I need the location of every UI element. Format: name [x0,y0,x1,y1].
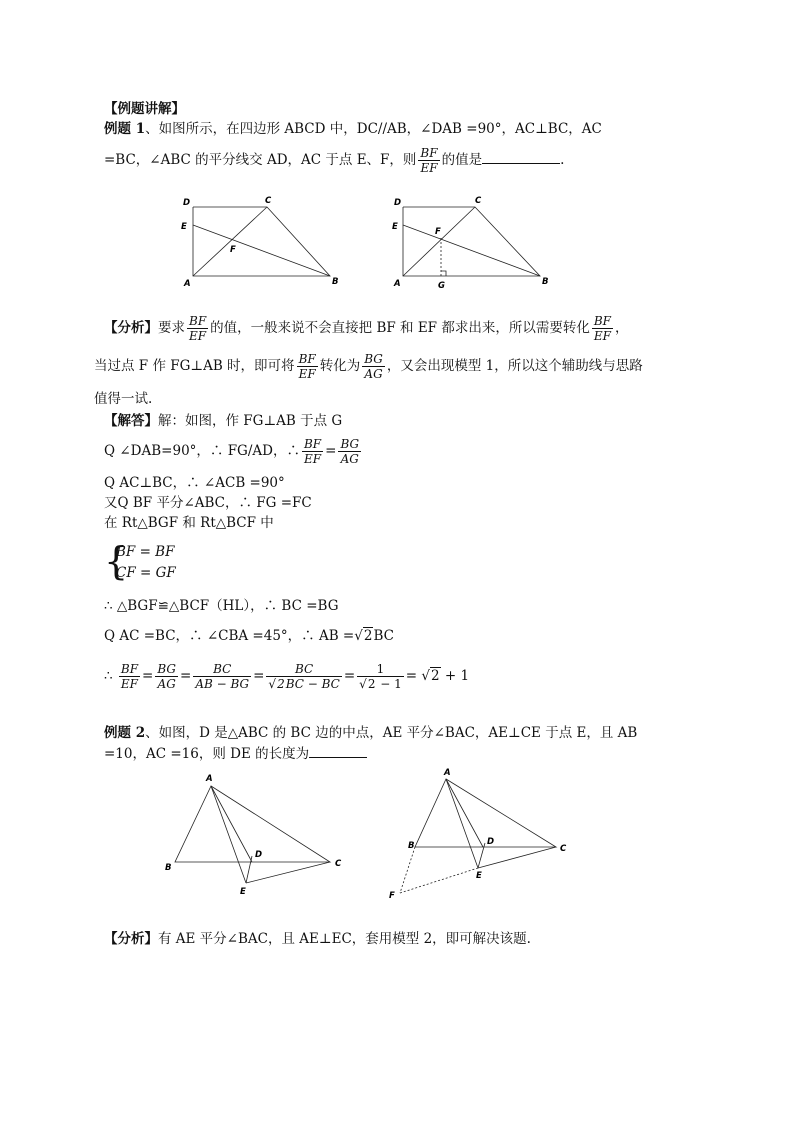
fraction-bf-ef-2: $\frac{BF}{EF}$ [189,314,207,343]
solution1-line2: Q ∠DAB=90°，∴ FG/AD，∴ $\frac{BF}{EF}$ = $\frac{BG}{AG}$ [104,437,360,466]
sol-fraction-bf-ef: $\frac{BF}{EF}$ [303,437,322,466]
fig2-left-triangle [175,786,330,862]
fig1-right-right-angle [441,271,446,276]
solution1-label: 【解答】 [104,413,158,429]
final-frac-bg-ag: $\frac{BG}{AG}$ [157,662,176,691]
figure-example2 [160,766,580,906]
system-eq1: BF = BF [116,544,175,560]
example2-label: 例题 2 [104,725,146,741]
fig2-label-b: B [165,863,172,873]
fraction-bf-ef-3: $\frac{BF}{EF}$ [593,314,611,343]
fig2r-label-d: D [487,837,495,847]
fig1-label-d: D [183,198,191,208]
fig2r-label-f: F [389,891,395,901]
analysis2-label: 【分析】 [104,931,158,947]
fig2-label-a: A [206,774,213,784]
solution1-final-equation: ∴ $\frac{BF}{EF}$ = $\frac{BG}{AG}$ = $\frac{BC}{AB - BG}$ = $\frac{BC}{√2BC - BC}$ = $\frac{1}{√2 - 1}$ = √2 + 1 [104,662,470,691]
fig1-right-quad [403,207,540,276]
fig1-left-quad [193,207,330,276]
fig1-left-ac [193,207,267,276]
fig1r-label-b: B [542,277,549,287]
fig2-label-e: E [240,887,246,897]
example2-line1: 例题 2、如图，D 是△ABC 的 BC 边的中点，AE 平分∠BAC，AE⊥CE 于点 E，且 AB [104,725,638,741]
fig1r-label-c: C [475,196,482,206]
fig1-right-be [403,225,540,276]
fig2r-label-b: B [408,841,415,851]
fig2-right-fe [400,868,478,893]
fig1r-label-g: G [438,281,445,291]
fraction-bf-ef: $\frac{BF}{EF}$ [420,146,438,175]
analysis1-line1: 【分析】要求 $\frac{BF}{EF}$ 的值，一般来说不会直接把 BF 和 EF 都求出来，所以需要转化 $\frac{BF}{EF}$ ， [104,314,629,343]
fig1r-label-d: D [394,198,402,208]
fig2r-label-e: E [476,871,482,881]
fig1r-label-e: E [392,222,398,232]
fig1-right-ac [403,207,475,276]
example1-line2: =BC，∠ABC 的平分线交 AD，AC 于点 E、F，则 $\frac{BF}{EF}$ 的值是 . [104,146,565,175]
final-frac-bc-abbg: $\frac{BC}{AB - BG}$ [195,662,250,691]
fig1-label-b: B [332,277,339,287]
solution1-line5: 在 Rt△BGF 和 Rt△BCF 中 [104,515,274,531]
fig2-right-ec [478,847,556,868]
fig1r-label-a: A [394,279,401,289]
answer-blank-1 [482,163,560,164]
fig2r-label-c: C [560,844,567,854]
answer-blank-2 [309,757,367,758]
sol-fraction-bg-ag: $\frac{BG}{AG}$ [340,437,360,466]
example1-label: 例题 1 [104,121,146,137]
fig1-label-c: C [265,196,272,206]
example1-line1 [104,120,602,138]
fig2-left-ad [211,786,252,862]
fraction-bf-ef-4: $\frac{BF}{EF}$ [298,352,316,381]
fig2-right-ad [446,779,483,847]
system-eq2: CF = GF [116,565,176,581]
analysis1-line2: 当过点 F 作 FG⊥AB 时，即可将 $\frac{BF}{EF}$ 转化为 $\frac{BG}{AG}$ ，又会出现模型 1，所以这个辅助线与思路 [94,352,643,381]
equation-system-brace: { [104,539,129,583]
example1-text2: =BC，∠ABC 的平分线交 AD，AC 于点 E、F，则 [104,152,417,168]
example2-line2: =10，AC =16，则 DE 的长度为 [104,745,367,763]
fig2r-label-a: A [444,768,451,778]
fig1r-label-f: F [435,227,441,237]
solution1-line1: 【解答】解：如图，作 FG⊥AB 于点 G [104,413,343,429]
solution1-line7: Q AC =BC，∴ ∠CBA =45°，∴ AB =√2BC [104,628,394,644]
fig2-label-d: D [255,850,263,860]
fig2-left-ae [211,786,246,883]
example1-text1: 、如图所示，在四边形 ABCD 中，DC//AB，∠DAB =90°，AC⊥BC，AC [145,121,602,137]
section-title: 【例题讲解】 [104,101,185,117]
example1-text3: 的值是 [441,152,483,168]
fig2-right-ae [446,779,478,868]
final-frac-bc-rt: $\frac{BC}{√2BC - BC}$ [268,662,340,691]
fig2-right-bf [400,847,415,893]
fig2-left-de [246,856,252,883]
fig2-label-c: C [335,859,342,869]
fig1-label-f: F [230,245,236,255]
solution1-line3: Q AC⊥BC，∴ ∠ACB =90° [104,475,285,491]
solution1-line6: ∴ △BGF≌△BCF（HL），∴ BC =BG [104,598,339,614]
fraction-bg-ag: $\frac{BG}{AG}$ [364,352,383,381]
final-frac-bf-ef: $\frac{BF}{EF}$ [120,662,139,691]
fig2-left-ec [246,862,330,883]
fig1-label-a: A [184,279,191,289]
figure-example1 [170,188,560,298]
analysis1-line3: 值得一试. [94,391,153,407]
fig1-label-e: E [181,222,187,232]
analysis2-line: 【分析】有 AE 平分∠BAC，且 AE⊥EC，套用模型 2，即可解决该题. [104,931,531,947]
fig1-left-be [193,225,330,276]
solution1-line4: 又Q BF 平分∠ABC，∴ FG =FC [104,495,312,511]
fig2-right-triangle [415,779,556,847]
analysis1-label: 【分析】 [104,320,158,336]
final-frac-one: $\frac{1}{√2 - 1}$ [359,662,402,691]
